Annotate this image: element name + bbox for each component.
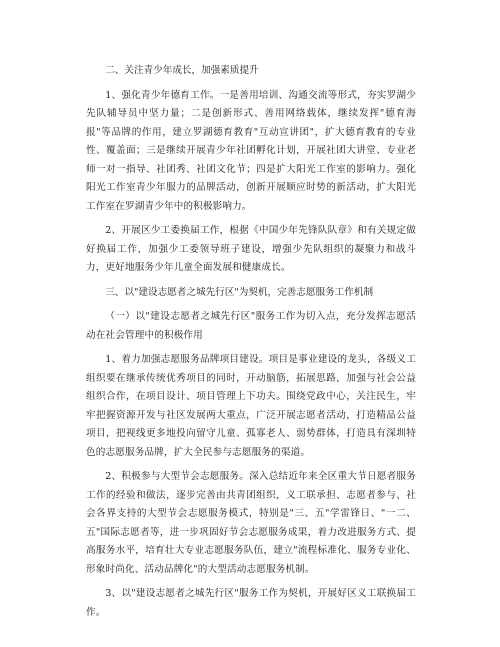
paragraph-volunteer-brand-projects: 1、着力加强志愿服务品牌项目建设。项目是事业建设的龙头，各级义工组织要在继承传统优秀项目的同时，开动脑筋，拓展思路，加强与社会公益组织合作，在项目设计、项目管理上下功夫。围绕党政中心，关注民生，牢牢把握资源开发与社区发展两大重点，广泛开展志愿者活动，打造精品公益项目，把视线更多地投向留守儿童、孤寡老人、弱势群体，打造具有深圳特色的志愿服务品牌，扩大全民参与志愿服务的渠道。 <box>86 354 416 458</box>
section-heading-3: 三、以"建设志愿者之城先行区"为契机，完善志愿服务工作机制 <box>105 286 374 298</box>
paragraph-youth-moral-education: 1、强化青少年德育工作。一是善用培训、沟通交流等形式，夯实罗湖少先队辅导员中坚力量；二是创新形式、善用网络载体，继续发挥"德育海报"等品牌的作用，建立罗湖德育教育"互动宣讲团"，扩大德育教育的专业性、覆盖面；三是继续开展青少年社团孵化计划，开展社团大讲堂、专业老师一对一指导、社团秀、社团文化节；四是扩大阳光工作室的影响力。强化阳光工作室青少年服力的品牌活动，创新开展顺应时势的新活动，扩大阳光工作室在罗湖青少年中的积极影响力。 <box>86 89 416 212</box>
subsection-heading-3-1: （一）以"建设志愿者之城先行区"服务工作为切入点，充分发挥志愿活动在社会管理中的积极作用 <box>86 311 416 341</box>
paragraph-volunteer-federation-election: 3、以"建设志愿者之城先行区"服务工作为契机，开展好区义工联换届工作。 <box>86 588 416 618</box>
paragraph-festival-volunteer-service: 2、积极参与大型节会志愿服务。深入总结近年来全区重大节日愿者服务工作的经验和做法，逐步完善由共青团组织，义工联承担、志愿者参与、社会各界支持的大型节会志愿服务模式，特别是"三、五"学雷锋日、"一二、五"国际志愿者等，进一步巩固好节会志愿服务成果，着力改进服务方式、提高服务水平，培育壮大专业志愿服务队伍，建立"流程标准化、服务专业化、形象时尚化、活动品牌化"的大型活动志愿服务机制。 <box>86 471 416 575</box>
section-heading-2: 二、关注青少年成长，加强素质提升 <box>105 65 259 76</box>
paragraph-pioneer-committee-election: 2、开展区少工委换届工作，根据《中国少年先锋队队章》和有关规定做好换届工作，加强少工委领导班子建设，增强少先队组织的凝聚力和战斗力，更好地服务少年儿童全面发展和健康成长。 <box>86 225 416 273</box>
